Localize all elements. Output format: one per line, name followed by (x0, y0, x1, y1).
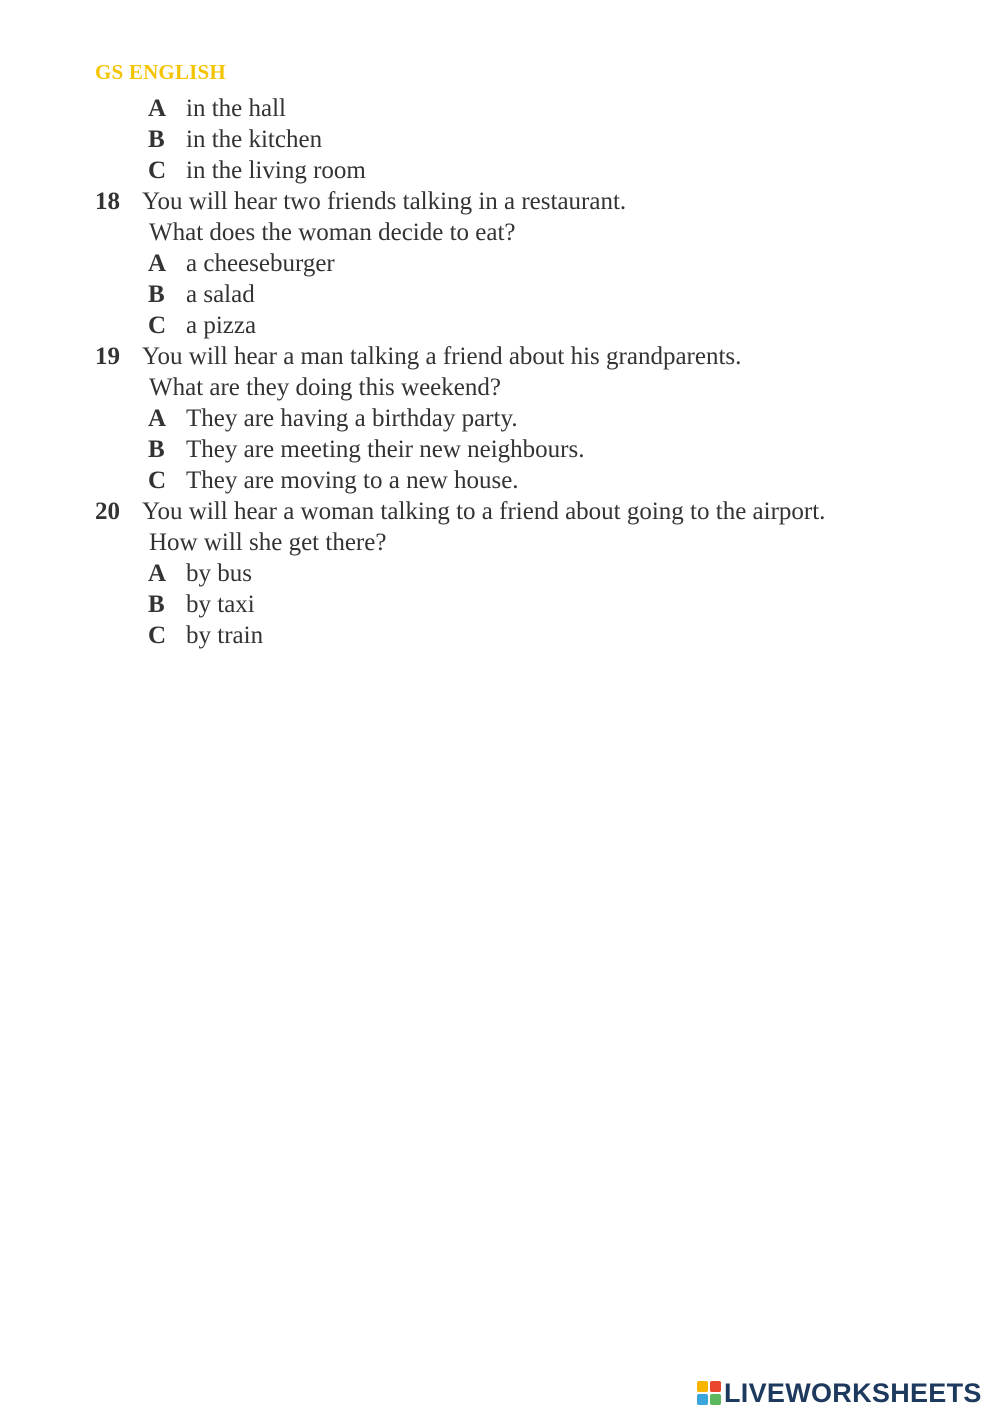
option-letter: C (148, 157, 167, 184)
question-number: 19 (95, 343, 120, 370)
option-text: in the hall (186, 95, 286, 122)
q20-option-c (95, 620, 975, 651)
option-letter: C (148, 622, 167, 649)
q20-option-b (95, 589, 975, 620)
q20-option-a (95, 558, 975, 589)
option-letter: B (148, 591, 165, 618)
option-letter: A (148, 405, 167, 432)
q19-option-c (95, 465, 975, 496)
option-letter: A (148, 95, 167, 122)
option-text: a cheeseburger (186, 250, 335, 277)
worksheet-content (95, 93, 975, 651)
liveworksheets-icon (697, 1381, 721, 1405)
q18-option-b (95, 279, 975, 310)
logo-square (710, 1394, 721, 1405)
q17-option-a (95, 93, 975, 124)
question-18 (95, 186, 975, 217)
question-20 (95, 496, 975, 527)
question-prompt: You will hear a man talking a friend about his grandparents. (142, 343, 742, 370)
question-number: 18 (95, 188, 120, 215)
option-text: They are meeting their new neighbours. (186, 436, 585, 463)
option-text: in the living room (186, 157, 366, 184)
question-prompt: You will hear a woman talking to a friend about going to the airport. (142, 498, 826, 525)
logo-square (710, 1381, 721, 1392)
logo-square (697, 1394, 708, 1405)
option-text: a salad (186, 281, 255, 308)
option-text: by bus (186, 560, 252, 587)
option-text: by taxi (186, 591, 255, 618)
q19-option-b (95, 434, 975, 465)
logo-square (697, 1381, 708, 1392)
option-text: They are having a birthday party. (186, 405, 518, 432)
question-18-text: What does the woman decide to eat? (149, 219, 516, 246)
option-letter: B (148, 436, 165, 463)
q18-option-a (95, 248, 975, 279)
option-letter: A (148, 250, 167, 277)
option-text: by train (186, 622, 264, 649)
question-prompt: You will hear two friends talking in a restaurant. (142, 188, 627, 215)
option-letter: C (148, 312, 167, 339)
question-19 (95, 341, 975, 372)
question-number: 20 (95, 498, 120, 525)
option-letter: B (148, 281, 165, 308)
question-20-text: How will she get there? (149, 529, 387, 556)
q17-option-c (95, 155, 975, 186)
q19-option-a (95, 403, 975, 434)
logo-text: LIVEWORKSHEETS (724, 1377, 982, 1408)
worksheet-header: GS ENGLISH (95, 60, 226, 84)
liveworksheets-logo[interactable] (697, 1377, 982, 1409)
q18-option-c (95, 310, 975, 341)
option-text: a pizza (186, 312, 257, 339)
q17-option-b (95, 124, 975, 155)
option-letter: A (148, 560, 167, 587)
question-19-text: What are they doing this weekend? (149, 374, 501, 401)
option-text: They are moving to a new house. (186, 467, 519, 494)
option-letter: B (148, 126, 165, 153)
option-letter: C (148, 467, 167, 494)
option-text: in the kitchen (186, 126, 323, 153)
